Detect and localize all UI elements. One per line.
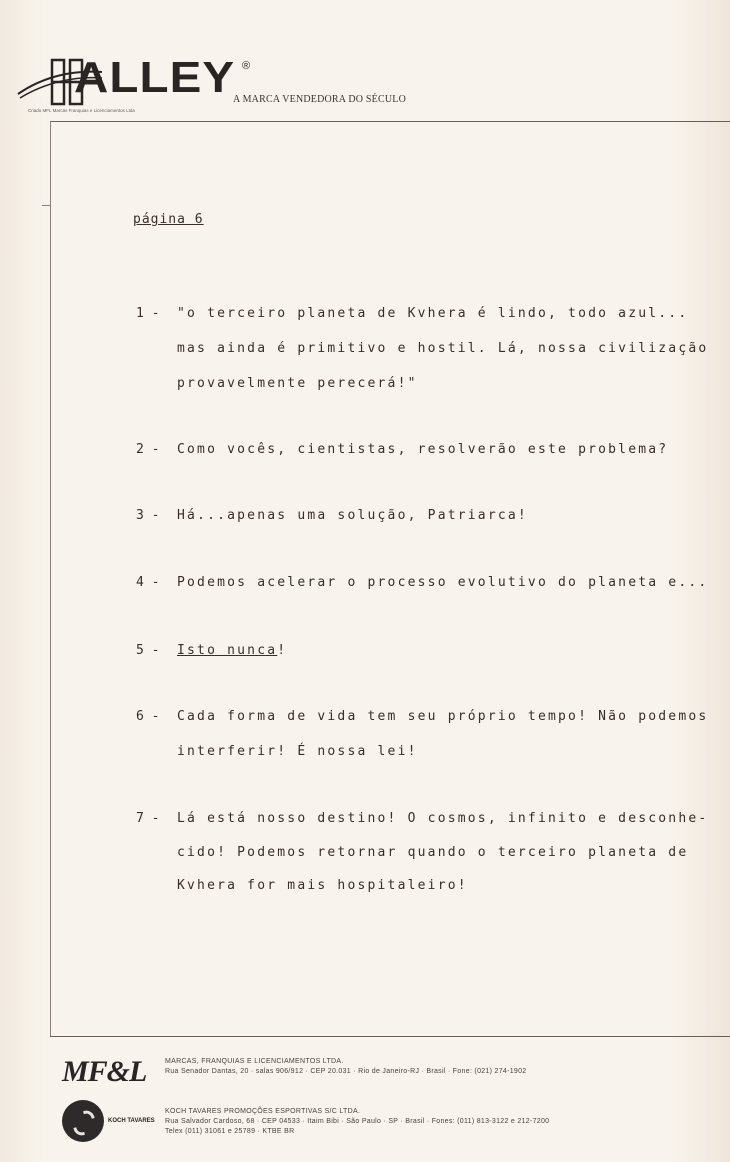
dialogue-line: interferir! É nossa lei! bbox=[177, 744, 418, 759]
item-number: 3 - bbox=[136, 508, 160, 523]
mfl-logo: MF&L bbox=[62, 1055, 147, 1088]
dialogue-line: "o terceiro planeta de Kvhera é lindo, todo azul... bbox=[177, 306, 689, 321]
registered-mark: ® bbox=[242, 60, 251, 72]
dialogue-line: cido! Podemos retornar quando o terceiro planeta de bbox=[177, 845, 689, 860]
dialogue-line: Lá está nosso destino! O cosmos, infinito e desconhe- bbox=[177, 811, 709, 826]
letterhead-subline: Criado MFL Marcas Franquias e Licenciamentos Ltda bbox=[28, 108, 135, 113]
tagline: A MARCA VENDEDORA DO SÉCULO bbox=[233, 94, 407, 105]
koch-company-name: KOCH TAVARES PROMOÇÕES ESPORTIVAS S/C LTDA. bbox=[165, 1108, 361, 1115]
dialogue-line bbox=[177, 643, 287, 658]
item-number: 5 - bbox=[136, 643, 160, 658]
koch-tavares-logo-icon bbox=[62, 1100, 104, 1142]
top-rule bbox=[50, 121, 730, 122]
mfl-company-name: MARCAS, FRANQUIAS E LICENCIAMENTOS LTDA. bbox=[165, 1058, 344, 1065]
koch-telex: Telex (011) 31061 e 25789 · KTBE BR bbox=[165, 1128, 295, 1135]
dialogue-line: Cada forma de vida tem seu próprio tempo! Não podemos bbox=[177, 709, 709, 724]
dialogue-line: provavelmente perecerá!" bbox=[177, 376, 418, 391]
item-number: 1 - bbox=[136, 306, 160, 321]
dialogue-line: mas ainda é primitivo e hostil. Lá, nossa civilização bbox=[177, 341, 709, 356]
item-number: 2 - bbox=[136, 442, 160, 457]
mfl-address: Rua Senador Dantas, 20 · salas 906/912 · CEP 20.031 · Rio de Janeiro-RJ · Brasil · Fone: (021) 274-1902 bbox=[165, 1068, 527, 1075]
dialogue-line: Há...apenas uma solução, Patriarca! bbox=[177, 508, 528, 523]
koch-address: Rua Salvador Cardoso, 68 · CEP 04533 · Itaim Bibi · São Paulo · SP · Brasil · Fones: (011) 813-3122 e 212-7200 bbox=[165, 1118, 550, 1125]
underlined-text: Isto nunca bbox=[177, 643, 278, 658]
page-heading: página 6 bbox=[133, 212, 204, 227]
brand-name: ALLEY bbox=[74, 53, 236, 102]
koch-logo-label: KOCH TAVARES bbox=[108, 1118, 155, 1124]
halley-letterhead bbox=[14, 54, 484, 124]
dialogue-line: Podemos acelerar o processo evolutivo do planeta e... bbox=[177, 575, 709, 590]
item-number: 4 - bbox=[136, 575, 160, 590]
margin-tick bbox=[42, 205, 50, 206]
item-number: 6 - bbox=[136, 709, 160, 724]
left-margin-rule bbox=[50, 121, 51, 1036]
bottom-rule bbox=[50, 1036, 730, 1037]
exclamation: ! bbox=[277, 643, 288, 658]
item-number: 7 - bbox=[136, 811, 160, 826]
dialogue-line: Como vocês, cientistas, resolverão este problema? bbox=[177, 442, 669, 457]
dialogue-line: Kvhera for mais hospitaleiro! bbox=[177, 878, 468, 893]
